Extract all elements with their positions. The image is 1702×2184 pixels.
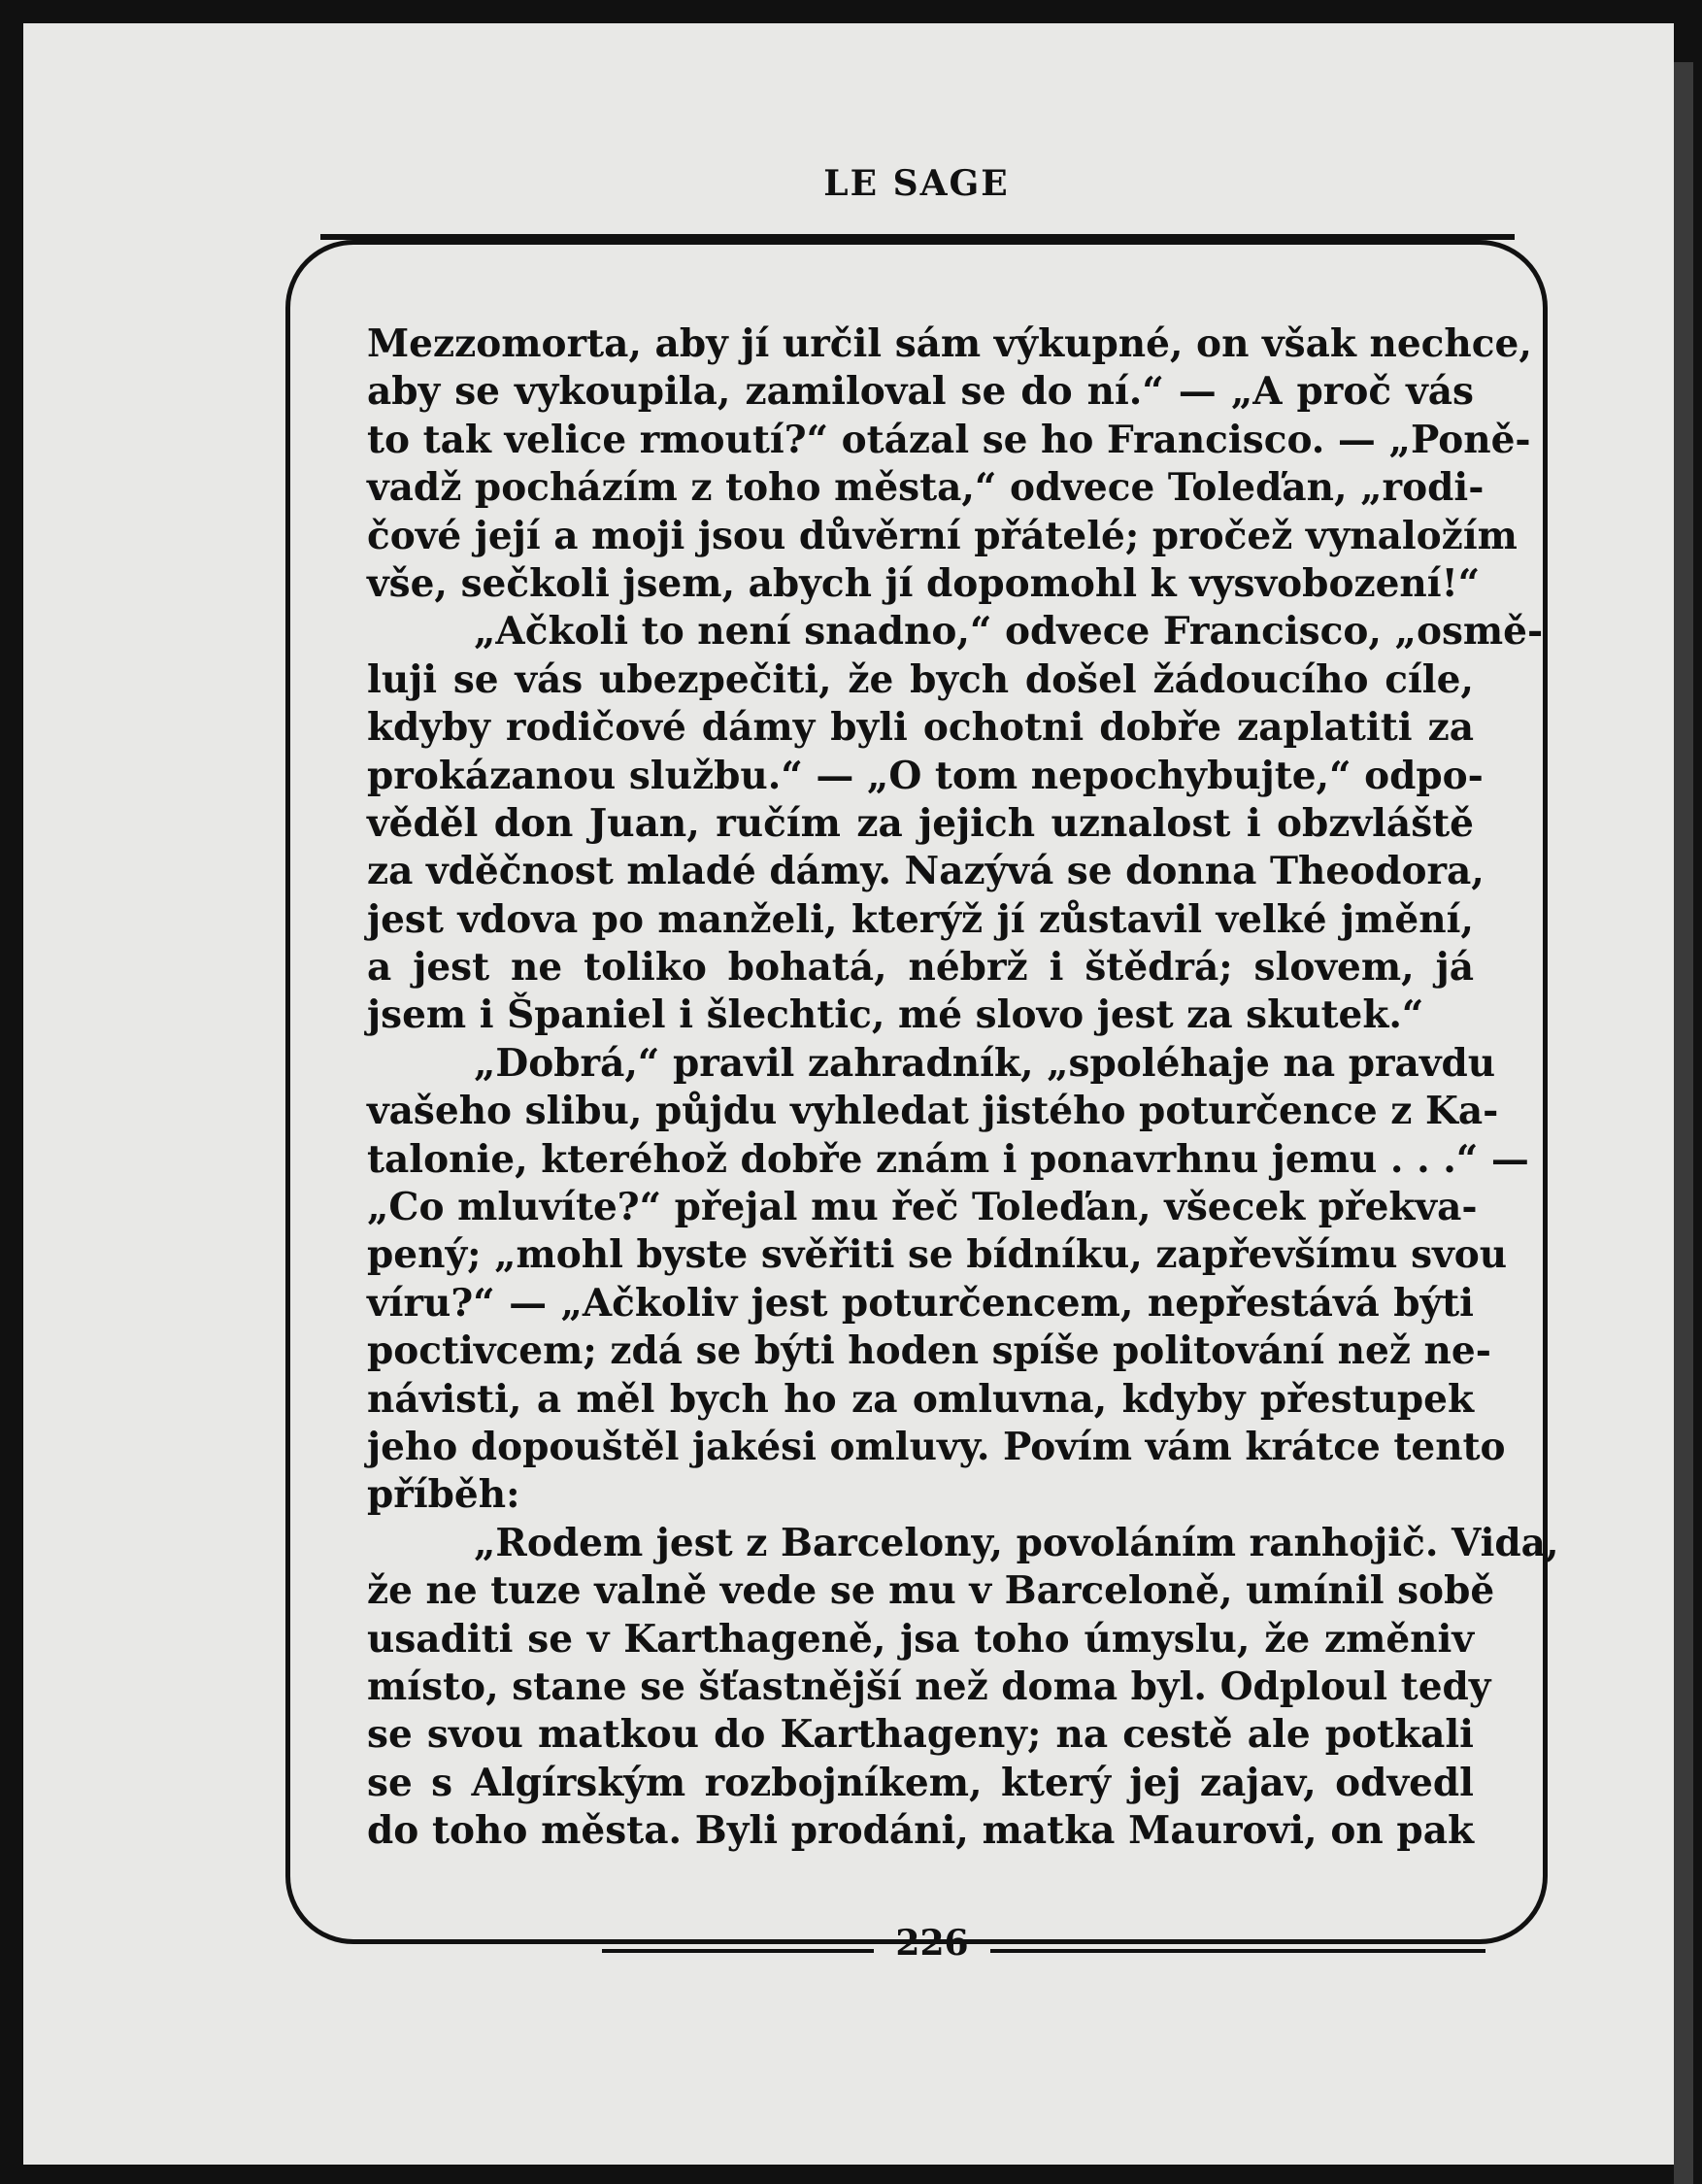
text-line: návisti, a měl bych ho za omluvna, kdyby přestupek [367, 1376, 1474, 1422]
body-text [367, 320, 1559, 1856]
text-line: jsem i Španiel i šlechtic, mé slovo jest za skutek.“ [367, 992, 1424, 1038]
text-line: aby se vykoupila, zamiloval se do ní.“ — „A proč vás [367, 369, 1474, 415]
page-number: 226 [895, 1923, 969, 1964]
text-line: poctivcem; zdá se býti hoden spíše politování než ne- [367, 1328, 1491, 1374]
text-line: „Ačkoli to není snadno,“ odvece Francisco, „osmě- [474, 609, 1544, 655]
running-header: LE SAGE [823, 163, 1010, 204]
text-line: čové její a moji jsou důvěrní přátelé; pročež vynaložím [367, 513, 1518, 558]
text-line: prokázanou službu.“ — „O tom nepochybujte,“ odpo- [367, 753, 1484, 798]
text-line: jest vdova po manželi, kterýž jí zůstavil velké jmění, [367, 896, 1474, 942]
text-line: „Co mluvíte?“ přejal mu řeč Toleďan, všecek překva- [367, 1185, 1478, 1230]
text-line: místo, stane se šťastnější než doma byl. Odploul tedy [367, 1663, 1491, 1709]
text-line: do toho města. Byli prodáni, matka Maurovi, on pak [367, 1808, 1474, 1854]
footer-rule-right [990, 1949, 1485, 1953]
text-line: jeho dopouštěl jakési omluvy. Povím vám krátce tento [367, 1424, 1506, 1469]
text-line: za vděčnost mladé dámy. Nazývá se donna Theodora, [367, 849, 1485, 894]
text-line: usaditi se v Karthageně, jsa toho úmyslu, že změniv [367, 1616, 1474, 1662]
page-edge-shadow [1674, 62, 1693, 2184]
text-line: „Dobrá,“ pravil zahradník, „spoléhaje na pravdu [474, 1040, 1496, 1086]
text-line: „Rodem jest z Barcelony, povoláním ranhojič. Vida, [474, 1520, 1559, 1565]
text-line: víru?“ — „Ačkoliv jest poturčencem, nepřestává býti [367, 1280, 1474, 1326]
text-line: že ne tuze valně vede se mu v Barceloně, umínil sobě [367, 1568, 1495, 1614]
text-line: věděl don Juan, ručím za jejich uznalost i obzvláště [367, 800, 1474, 846]
text-line: vašeho slibu, půjdu vyhledat jistého poturčence z Ka- [367, 1089, 1499, 1134]
text-line: talonie, kteréhož dobře znám i ponavrhnu jemu . . .“ — [367, 1136, 1529, 1182]
text-line: se svou matkou do Karthageny; na cestě ale potkali [367, 1712, 1474, 1758]
text-line: pený; „mohl byste svěřiti se bídníku, zapřevšímu svou [367, 1232, 1508, 1278]
text-line: příběh: [367, 1472, 520, 1518]
text-line: Mezzomorta, aby jí určil sám výkupné, on však nechce, [367, 321, 1532, 366]
footer-rule-left [602, 1949, 874, 1953]
page-footer [0, 1923, 1702, 1981]
text-line: se s Algírským rozbojníkem, který jej zajav, odvedl [367, 1760, 1474, 1805]
text-line: luji se vás ubezpečiti, že bych došel žádoucího cíle, [367, 656, 1474, 702]
text-line: vadž pocházím z toho města,“ odvece Toleďan, „rodi- [367, 465, 1485, 511]
text-line: a jest ne toliko bohatá, nébrž i štědrá; slovem, já [367, 945, 1474, 991]
text-line: kdyby rodičové dámy byli ochotni dobře zaplatiti za [367, 705, 1474, 751]
text-line: vše, sečkoli jsem, abych jí dopomohl k vysvobození!“ [367, 560, 1481, 606]
text-line: to tak velice rmoutí?“ otázal se ho Francisco. — „Poně- [367, 417, 1531, 462]
